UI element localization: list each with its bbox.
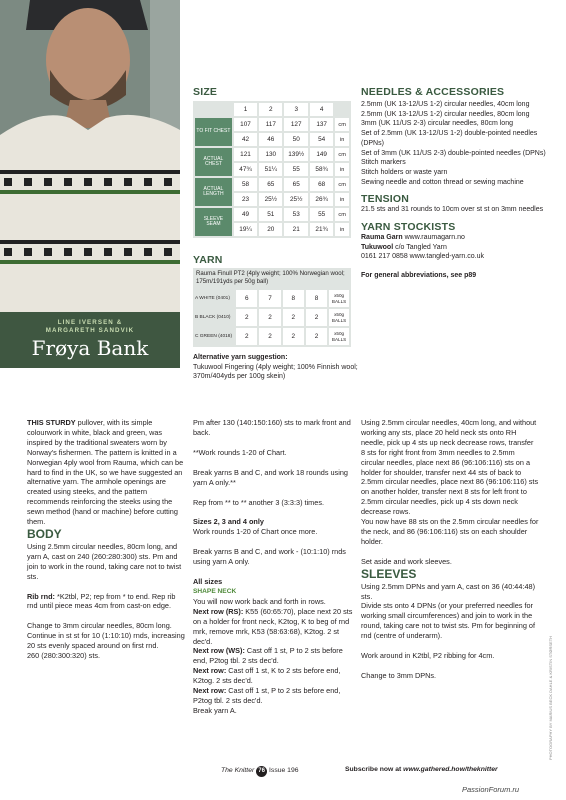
needles-heading: NEEDLES & ACCESSORIES xyxy=(361,86,505,98)
stockist-url[interactable]: www.raumagarn.no xyxy=(404,234,465,242)
size-row-label: TO FIT CHEST xyxy=(195,118,232,146)
yarn-unit: x50g BALLS xyxy=(329,290,349,307)
yarn-cell: 2 xyxy=(236,328,257,345)
size-header: 1 xyxy=(234,103,257,116)
yarn-cell: 2 xyxy=(306,309,327,326)
size-cell: 19¼ xyxy=(234,223,257,236)
needle-item: Set of 2.5mm (UK 13-12/US 1-2) double-pointed needles (DPNs) xyxy=(361,130,538,147)
size-cell: 58¾ xyxy=(310,163,333,176)
row-text: K55 (60:65:70), place next 20 sts on a holder for front neck, K2tog, K to beg of rnd mrk, remove mrk, K53 (58:63:68), K2tog. 2 st dec'd. xyxy=(193,606,353,646)
yarn-colour-label: A WHITE (0401) xyxy=(195,290,234,307)
size-cell: 107 xyxy=(234,118,257,131)
body-text: Using 2.5mm circular needles, 40cm long, and without working any sts, place 20 held neck sts onto RH needle, pick up 4 sts up neck decrease rows, transfer 8 sts for right front from 3mm needles to 2.5mm circular needles, place next 86 (96:106:116) sts on a holder for shoulder, transfer next 44 sts of back to 2.5mm circular needles, place next 86 (96:106:116) sts on another holder, transfer next 8 sts for left front to 2.5mm circular needles, pick up 4 sts down neck decrease rows. xyxy=(361,418,539,517)
size-cell: 65 xyxy=(284,178,308,191)
yarn-cell: 2 xyxy=(283,309,304,326)
alt-yarn-heading: Alternative yarn suggestion: xyxy=(193,354,288,361)
size-cell: 127 xyxy=(284,118,308,131)
row-text: Cast off 1 st, P to 2 sts before end, P2tog tbl. 2 sts dec'd. xyxy=(193,686,341,705)
size-unit: in xyxy=(335,133,349,146)
size-cell: 46 xyxy=(259,133,282,146)
yarn-cell: 8 xyxy=(283,290,304,307)
tension-text: 21.5 sts and 31 rounds to 10cm over st st on 3mm needles xyxy=(361,206,544,214)
size-row-label: SLEEVE SEAM xyxy=(195,208,232,236)
size-row-label: ACTUAL CHEST xyxy=(195,148,232,176)
page-number: 76 xyxy=(256,766,267,777)
body-text: You now have 88 sts on the 2.5mm circular needles for the neck, and 86 (96:106:116) sts on each shoulder holder. xyxy=(361,517,539,546)
size-cell: 68 xyxy=(310,178,333,191)
size-cell: 117 xyxy=(259,118,282,131)
yarn-colour-label: C GREEN (4018) xyxy=(195,328,234,345)
row-label: Next row (WS): xyxy=(193,646,245,656)
size-unit: in xyxy=(335,223,349,236)
stockist-name: Rauma Garn xyxy=(361,234,403,242)
size-cell: 55 xyxy=(310,208,333,221)
stockists-heading: YARN STOCKISTS xyxy=(361,221,456,234)
body-text: Divide sts onto 4 DPNs (or your preferred needles for working small circumferences) and join to work in the round, taking care not to twist sts. Pm for beginning of rnd (centre of underarm). xyxy=(361,601,535,641)
subscribe-link[interactable]: www.gathered.how/theknitter xyxy=(403,766,498,773)
body-heading: BODY xyxy=(27,526,62,541)
stockist-name: Tukuwool xyxy=(361,243,394,251)
pattern-title: Frøya Bank xyxy=(31,335,149,360)
column-3 xyxy=(361,418,539,681)
size-cell: 21 xyxy=(284,223,308,236)
size-header: 4 xyxy=(310,103,333,116)
size-header: 2 xyxy=(259,103,282,116)
size-cell: 53 xyxy=(284,208,308,221)
size-subheading: Sizes 2, 3 and 4 only xyxy=(193,517,264,527)
needle-item: 2.5mm (UK 13-12/US 1-2) circular needles, 40cm long xyxy=(361,101,530,108)
size-unit: cm xyxy=(335,208,349,221)
watermark: PassionForum.ru xyxy=(462,785,520,794)
size-cell: 20 xyxy=(259,223,282,236)
shape-neck-heading: SHAPE NECK xyxy=(193,587,237,595)
yarn-cell: 2 xyxy=(306,328,327,345)
stockist-detail: c/o Tangled Yarn xyxy=(395,243,447,251)
model-photo xyxy=(0,0,180,312)
needle-item: 3mm (UK 11/US 2-3) circular needles, 80cm long xyxy=(361,120,513,128)
size-table xyxy=(193,101,351,238)
body-text: **Work rounds 1-20 of Chart. xyxy=(193,447,287,457)
needle-item: Stitch holders or waste yarn xyxy=(361,168,448,176)
size-cell: 50 xyxy=(284,133,308,146)
tension-heading: TENSION xyxy=(361,193,410,206)
body-text: You will now work back and forth in rows. xyxy=(193,596,326,606)
intro-lead: THIS STURDY xyxy=(27,418,76,427)
row-label: Next row: xyxy=(193,686,227,696)
size-cell: 25½ xyxy=(259,193,282,206)
size-cell: 47¾ xyxy=(234,163,257,176)
size-row-label: ACTUAL LENGTH xyxy=(195,178,232,206)
yarn-cell: 2 xyxy=(259,309,280,326)
body-text: Continue in st st for 10 (1:10:10) rnds, increasing 20 sts evenly spaced around on first rnd. xyxy=(27,631,185,651)
size-cell: 51¼ xyxy=(259,163,282,176)
rib-label: Rib rnd: xyxy=(27,591,55,601)
body-text: Rep from ** to ** another 3 (3:3:3) times. xyxy=(193,497,324,507)
size-cell: 149 xyxy=(310,148,333,161)
size-cell: 121 xyxy=(234,148,257,161)
size-unit: in xyxy=(335,163,349,176)
size-heading: SIZE xyxy=(193,86,218,98)
footer-subscribe xyxy=(345,766,498,773)
photo-credit-text: PHOTOGRAPHY BY MARIUS BECK DAHLE & KRISTIN STØRSETH xyxy=(548,635,553,760)
body-text: Work around in K2tbl, P2 ribbing for 4cm. xyxy=(361,651,495,661)
body-text: Work rounds 1-20 of Chart once more. xyxy=(193,527,318,537)
size-header: 3 xyxy=(284,103,308,116)
body-text: Using 2.5mm circular needles, 80cm long, and yarn A, cast on 240 (260:280:300) sts. Pm and join to work in the round, taking care not to twist sts. xyxy=(27,541,182,581)
yarn-heading: YARN xyxy=(193,254,223,266)
alt-yarn-text: Tukuwool Fingering (4ply weight; 100% Finnish wool; 370m/404yds per 100g skein) xyxy=(193,363,358,381)
magazine-name: The Knitter xyxy=(221,767,255,774)
size-cell: 137 xyxy=(310,118,333,131)
column-1 xyxy=(27,418,187,661)
size-unit: cm xyxy=(335,178,349,191)
size-cell: 58 xyxy=(234,178,257,191)
footer-magazine xyxy=(221,766,299,777)
needle-item: Sewing needle and cotton thread or sewing machine xyxy=(361,178,524,186)
needle-item: 2.5mm (UK 13-12/US 1-2) circular needles, 80cm long xyxy=(361,110,530,118)
yarn-cell: 2 xyxy=(259,328,280,345)
size-cell: 54 xyxy=(310,133,333,146)
size-cell: 25½ xyxy=(284,193,308,206)
size-unit: cm xyxy=(335,118,349,131)
yarn-description: Rauma Finull PT2 (4ply weight; 100% Norwegian wool; 175m/191yds per 50g ball) xyxy=(196,270,345,285)
size-cell: 65 xyxy=(259,178,282,191)
row-label: Next row: xyxy=(193,666,227,676)
row-text: Cast off 1 st, P to 2 sts before end, P2tog tbl. 2 sts dec'd. xyxy=(193,646,343,666)
sleeves-heading: SLEEVES xyxy=(361,566,417,581)
row-text: Cast off 1 st, K to 2 sts before end, K2tog. 2 sts dec'd. xyxy=(193,666,341,686)
body-text: Change to 3mm DPNs. xyxy=(361,670,437,680)
size-cell: 23 xyxy=(234,193,257,206)
photo-credit xyxy=(548,560,558,800)
size-cell: 21¾ xyxy=(310,223,333,236)
yarn-cell: 6 xyxy=(236,290,257,307)
yarn-cell: 8 xyxy=(306,290,327,307)
yarn-cell: 2 xyxy=(236,309,257,326)
pattern-title-banner xyxy=(0,312,180,368)
size-unit: in xyxy=(335,193,349,206)
yarn-unit: x50g BALLS xyxy=(329,328,349,345)
issue-number: Issue 196 xyxy=(269,767,299,774)
body-text: Break yarn A. xyxy=(193,705,237,715)
body-text: 260 (280:300:320) sts. xyxy=(27,651,101,661)
size-cell: 55 xyxy=(284,163,308,176)
size-cell: 26¾ xyxy=(310,193,333,206)
subscribe-text: Subscribe now at xyxy=(345,766,402,773)
row-label: Next row (RS): xyxy=(193,606,244,616)
size-unit: cm xyxy=(335,148,349,161)
rib-text: *K2tbl, P2; rep from * to end. Rep rib rnd until piece meas 4cm from cast-on edge. xyxy=(27,591,176,611)
size-cell: 51 xyxy=(259,208,282,221)
size-subheading: All sizes xyxy=(193,577,223,587)
needle-item: Set of 3mm (UK 11/US 2-3) double-pointed needles (DPNs) xyxy=(361,149,546,157)
designer-names: LINE IVERSEN & MARGARETH SANDVIK xyxy=(45,319,135,334)
size-cell: 130 xyxy=(259,148,282,161)
body-text: Using 2.5mm DPNs and yarn A, cast on 36 (40:44:48) sts. xyxy=(361,581,535,601)
size-cell: 139½ xyxy=(284,148,308,161)
size-cell: 42 xyxy=(234,133,257,146)
body-text: Break yarns B and C, and work - (10:1:10) rnds using yarn A only. xyxy=(193,547,346,567)
body-text: Set aside and work sleeves. xyxy=(361,556,452,566)
yarn-colour-label: B BLACK (0410) xyxy=(195,309,234,326)
stockist-contact[interactable]: 0161 217 0858 www.tangled-yarn.co.uk xyxy=(361,253,484,261)
yarn-cell: 7 xyxy=(259,290,280,307)
body-text: Break yarns B and C, and work 18 rounds using yarn A only.** xyxy=(193,467,348,487)
size-cell: 49 xyxy=(234,208,257,221)
yarn-cell: 2 xyxy=(283,328,304,345)
intro-text: pullover, with its simple colourwork in white, black and green, was inspired by the traditional sweaters worn by Norway's fishermen. The pattern is knitted in a Norwegian 4ply wool from Rauma, which can be hard to find in the UK, so we have suggested an alternative yarn. The armhole openings are created using steeks, and the pattern recommends reinforcing the steeks using the sewn method (hand or machine) before cutting them. xyxy=(27,418,184,527)
body-text: Change to 3mm circular needles, 80cm long. xyxy=(27,621,172,631)
needle-item: Stitch markers xyxy=(361,159,406,167)
column-2 xyxy=(193,418,353,716)
body-text: Pm after 130 (140:150:160) sts to mark front and back. xyxy=(193,418,351,437)
abbreviations-note: For general abbreviations, see p89 xyxy=(361,272,477,280)
yarn-unit: x50g BALLS xyxy=(329,309,349,326)
yarn-table xyxy=(193,268,351,347)
